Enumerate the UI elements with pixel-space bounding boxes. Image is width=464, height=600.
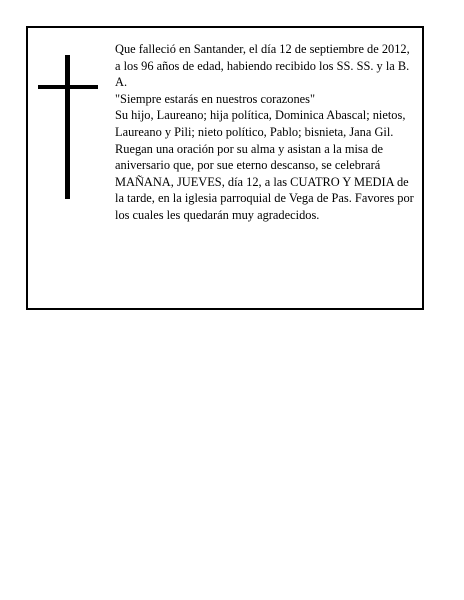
cross-icon (38, 55, 98, 199)
cross-vertical-bar (65, 55, 70, 199)
death-announcement: Que falleció en Santander, el día 12 de septiembre de 2012, a los 96 años de edad, habiendo recibido los SS. SS. y la B. A. (115, 42, 410, 90)
mass-invitation: Ruegan una oración por su alma y asistan a la misa de aniversario que, por sue eterno descanso, se celebrará MAÑANA, JUEVES, día 12, a las CUATRO Y MEDIA de la tarde, en la iglesia parroquial de Vega de Pas. Favores por los cuales les quedarán muy agradecidos. (115, 141, 414, 222)
cross-horizontal-bar (38, 85, 98, 89)
obituary-notice (26, 26, 424, 310)
family-members: Su hijo, Laureano; hija política, Dominica Abascal; nietos, Laureano y Pili; nieto político, Pablo; bisnieta, Jana Gil. (115, 108, 406, 139)
memorial-quote: "Siempre estarás en nuestros corazones" (115, 91, 316, 106)
notice-text (115, 41, 415, 224)
